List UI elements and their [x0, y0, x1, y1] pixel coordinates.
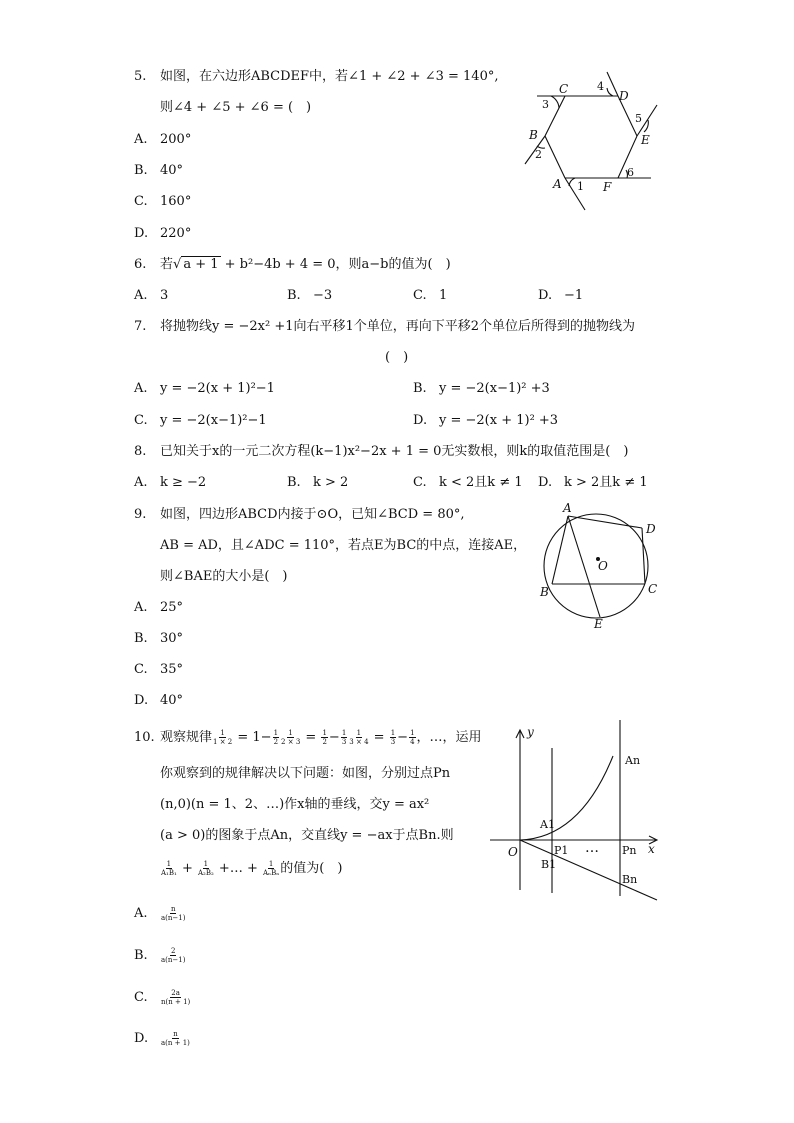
option-6c: C. 1	[413, 288, 448, 303]
question-9-stem	[134, 506, 465, 524]
question-number: 8.	[134, 444, 147, 459]
label-p1: P1	[554, 844, 569, 857]
question-number: 9.	[134, 507, 147, 522]
option-8c: C. k < 2且k ≠ 1	[413, 475, 523, 490]
question-text: 将抛物线y = −2x² +1向右平移1个单位，再向下平移2个单位后所得到的抛物线为	[160, 319, 636, 334]
angle-2-label: 2	[535, 148, 542, 161]
question-10-stem-line2: 你观察到的规律解决以下问题：如图，分别过点Pn	[160, 766, 451, 781]
parabola-figure	[485, 718, 665, 903]
option-8b: B. k > 2	[287, 475, 349, 490]
question-text: 已知关于x的一元二次方程(k−1)x²−2x + 1 = 0无实数根，则k的取值范围是( )	[160, 444, 629, 459]
label-bn: Bn	[622, 873, 638, 886]
option-7c: C. y = −2(x−1)²−1	[134, 413, 267, 428]
label-e: E	[641, 133, 650, 147]
angle-4-label: 4	[597, 80, 604, 93]
question-number: 7.	[134, 319, 147, 334]
question-10-stem-line3: (n,0)(n = 1、2、…)作x轴的垂线，交y = ax²	[160, 797, 430, 812]
question-8-stem	[134, 443, 628, 461]
label-c: C	[648, 582, 658, 596]
question-number: 5.	[134, 69, 147, 84]
label-d: D	[619, 89, 629, 103]
label-b1: B1	[541, 858, 557, 871]
question-number: 10.	[134, 730, 155, 745]
label-pn: Pn	[622, 844, 637, 857]
angle-3-label: 3	[542, 98, 549, 111]
question-10-stem-line4: (a > 0)的图象于点An，交直线y = −ax于点Bn.则	[160, 828, 454, 843]
option-9b: B. 30°	[134, 631, 184, 646]
label-e: E	[594, 617, 603, 631]
label-dots: …	[585, 840, 599, 856]
label-o: O	[508, 845, 518, 859]
question-9-stem-line3: 则∠BAE的大小是( )	[160, 569, 288, 584]
option-10c: C. $\frac{2a}{n(n + 1)}$	[134, 989, 191, 1006]
option-10a: A. $\frac{n}{a(n-1)}$	[134, 905, 186, 922]
question-text: 如图，在六边形ABCDEF中，若∠1 + ∠2 + ∠3 = 140°,	[160, 69, 499, 84]
option-8a: A. k ≥ −2	[134, 475, 207, 490]
label-c: C	[559, 82, 569, 96]
option-8d: D. k > 2且k ≠ 1	[538, 475, 648, 490]
label-b: B	[529, 128, 538, 142]
option-10d: D. $\frac{n}{a(n + 1)}$	[134, 1030, 190, 1047]
angle-5-label: 5	[635, 112, 642, 125]
label-an: An	[625, 754, 641, 767]
option-6b: B. −3	[287, 288, 333, 303]
question-10-stem-line5: $\frac{1}{\text{A₁B₁}}$ + $\frac{1}{\text{A₂B₂}}$ +… + $\frac{1}{\text{AₙBₙ}}$ 的值为( )	[161, 860, 343, 877]
question-number: 6.	[134, 257, 147, 272]
option-7b: B. y = −2(x−1)² +3	[413, 381, 550, 396]
option-7d: D. y = −2(x + 1)² +3	[413, 413, 559, 428]
option-6a: A. 3	[134, 288, 169, 303]
option-6d: D. −1	[538, 288, 584, 303]
question-5-stem	[134, 68, 498, 86]
label-a: A	[563, 501, 572, 515]
option-5d: D. 220°	[134, 226, 192, 241]
sqrt-symbol: √	[173, 257, 182, 272]
hexagon-figure	[515, 60, 675, 215]
option-7a: A. y = −2(x + 1)²−1	[134, 381, 275, 396]
question-6-stem: 6. 若√ a + 1 + b²−4b + 4 = 0，则a−b的值为( )	[134, 257, 451, 272]
label-a: A	[553, 177, 562, 191]
label-f: F	[603, 180, 612, 194]
option-9d: D. 40°	[134, 693, 184, 708]
question-9-stem-line2: AB = AD，且∠ADC = 110°，若点E为BC的中点，连接AE，	[160, 538, 527, 553]
question-7-bracket: ( )	[385, 350, 409, 365]
option-10b: B. $\frac{2}{a(n-1)}$	[134, 947, 186, 964]
angle-1-label: 1	[577, 180, 584, 193]
label-d: D	[646, 522, 656, 536]
label-y: y	[527, 725, 534, 739]
circle-figure	[530, 498, 670, 633]
option-5b: B. 40°	[134, 163, 184, 178]
question-text: 则∠4 + ∠5 + ∠6 = ( )	[160, 100, 312, 115]
option-5a: A. 200°	[134, 132, 192, 147]
option-5c: C. 160°	[134, 194, 192, 209]
question-7-stem	[134, 318, 635, 336]
option-9a: A. 25°	[134, 600, 184, 615]
question-10-stem: 10. 观察规律 $\frac{1}{1 \times 2}$ = 1− $\frac{1}{2}$ $\frac{1}{2 \times 3}$ = $\frac{1}{2}$ − $\frac{1}{3}$ $\frac{1}{3 \times 4}$ = $\frac{1}{3}$ − $\frac{1}{4}$ ，…，运用	[134, 729, 482, 746]
option-9c: C. 35°	[134, 662, 184, 677]
angle-6-label: 6	[627, 166, 634, 179]
label-a1: A1	[540, 818, 555, 831]
label-b: B	[540, 585, 549, 599]
question-text: 如图，四边形ABCD内接于⊙O，已知∠BCD = 80°,	[160, 507, 465, 522]
label-x: x	[648, 842, 655, 856]
radicand: a + 1	[183, 257, 219, 272]
label-o: O	[598, 559, 608, 573]
question-5-stem-line2	[160, 99, 311, 117]
fraction-1-1x2: $\frac{1}{1 \times 2}$	[213, 729, 233, 746]
